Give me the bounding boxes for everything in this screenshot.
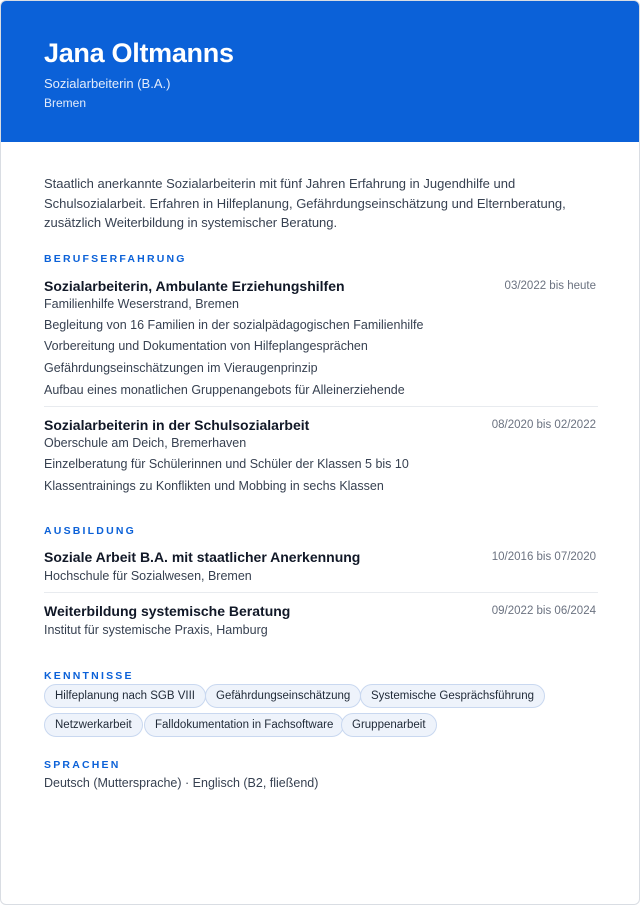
languages-text: Deutsch (Muttersprache) · Englisch (B2, fließend) [44, 776, 319, 790]
entry-date: 03/2022 bis heute [504, 280, 596, 292]
skill-chip: Gruppenarbeit [341, 713, 437, 737]
candidate-title: Sozialarbeiterin (B.A.) [44, 76, 171, 91]
entry-bullet: Klassentrainings zu Konflikten und Mobbing in sechs Klassen [44, 479, 384, 493]
entry-bullet: Aufbau eines monatlichen Gruppenangebots für Alleinerziehende [44, 383, 405, 397]
entry-organization: Institut für systemische Praxis, Hamburg [44, 623, 268, 637]
skill-chip: Hilfeplanung nach SGB VIII [44, 684, 206, 708]
candidate-location: Bremen [44, 96, 87, 110]
entry-title: Soziale Arbeit B.A. mit staatlicher Anerkennung [44, 549, 361, 565]
skill-chip: Systemische Gesprächsführung [360, 684, 545, 708]
section-title-skills: KENNTNISSE [44, 670, 134, 682]
entry-divider [44, 592, 598, 593]
profile-summary: Staatlich anerkannte Sozialarbeiterin mit fünf Jahren Erfahrung in Jugendhilfe und Schulsozialarbeit. Erfahren in Hilfeplanung, Gefährdungseinschätzung und Elternberatung, zusätzlich Weiterbildung in systemischer Beratung. [44, 176, 566, 230]
entry-bullet: Begleitung von 16 Familien in der sozialpädagogischen Familienhilfe [44, 318, 424, 332]
entry-organization: Familienhilfe Weserstrand, Bremen [44, 297, 239, 311]
skill-chip: Netzwerkarbeit [44, 713, 143, 737]
entry-title: Sozialarbeiterin, Ambulante Erziehungshilfen [44, 278, 345, 294]
section-title-experience: BERUFSERFAHRUNG [44, 253, 187, 265]
section-title-education: AUSBILDUNG [44, 525, 136, 537]
entry-bullet: Vorbereitung und Dokumentation von Hilfeplangesprächen [44, 339, 368, 353]
entry-bullet: Einzelberatung für Schülerinnen und Schüler der Klassen 5 bis 10 [44, 457, 409, 471]
entry-bullet: Gefährdungseinschätzungen im Vieraugenprinzip [44, 361, 318, 375]
resume-header [1, 1, 640, 142]
skill-chip: Falldokumentation in Fachsoftware [144, 713, 344, 737]
candidate-name: Jana Oltmanns [44, 38, 234, 68]
entry-organization: Hochschule für Sozialwesen, Bremen [44, 569, 252, 583]
entry-organization: Oberschule am Deich, Bremerhaven [44, 436, 247, 450]
entry-date: 10/2016 bis 07/2020 [491, 551, 596, 563]
entry-date: 08/2020 bis 02/2022 [491, 419, 596, 431]
entry-title: Weiterbildung systemische Beratung [44, 603, 291, 619]
skill-chip: Gefährdungseinschätzung [205, 684, 361, 708]
entry-title: Sozialarbeiterin in der Schulsozialarbeit [44, 417, 310, 433]
entry-divider [44, 406, 598, 407]
entry-date: 09/2022 bis 06/2024 [491, 605, 596, 617]
section-title-languages: SPRACHEN [44, 759, 121, 771]
